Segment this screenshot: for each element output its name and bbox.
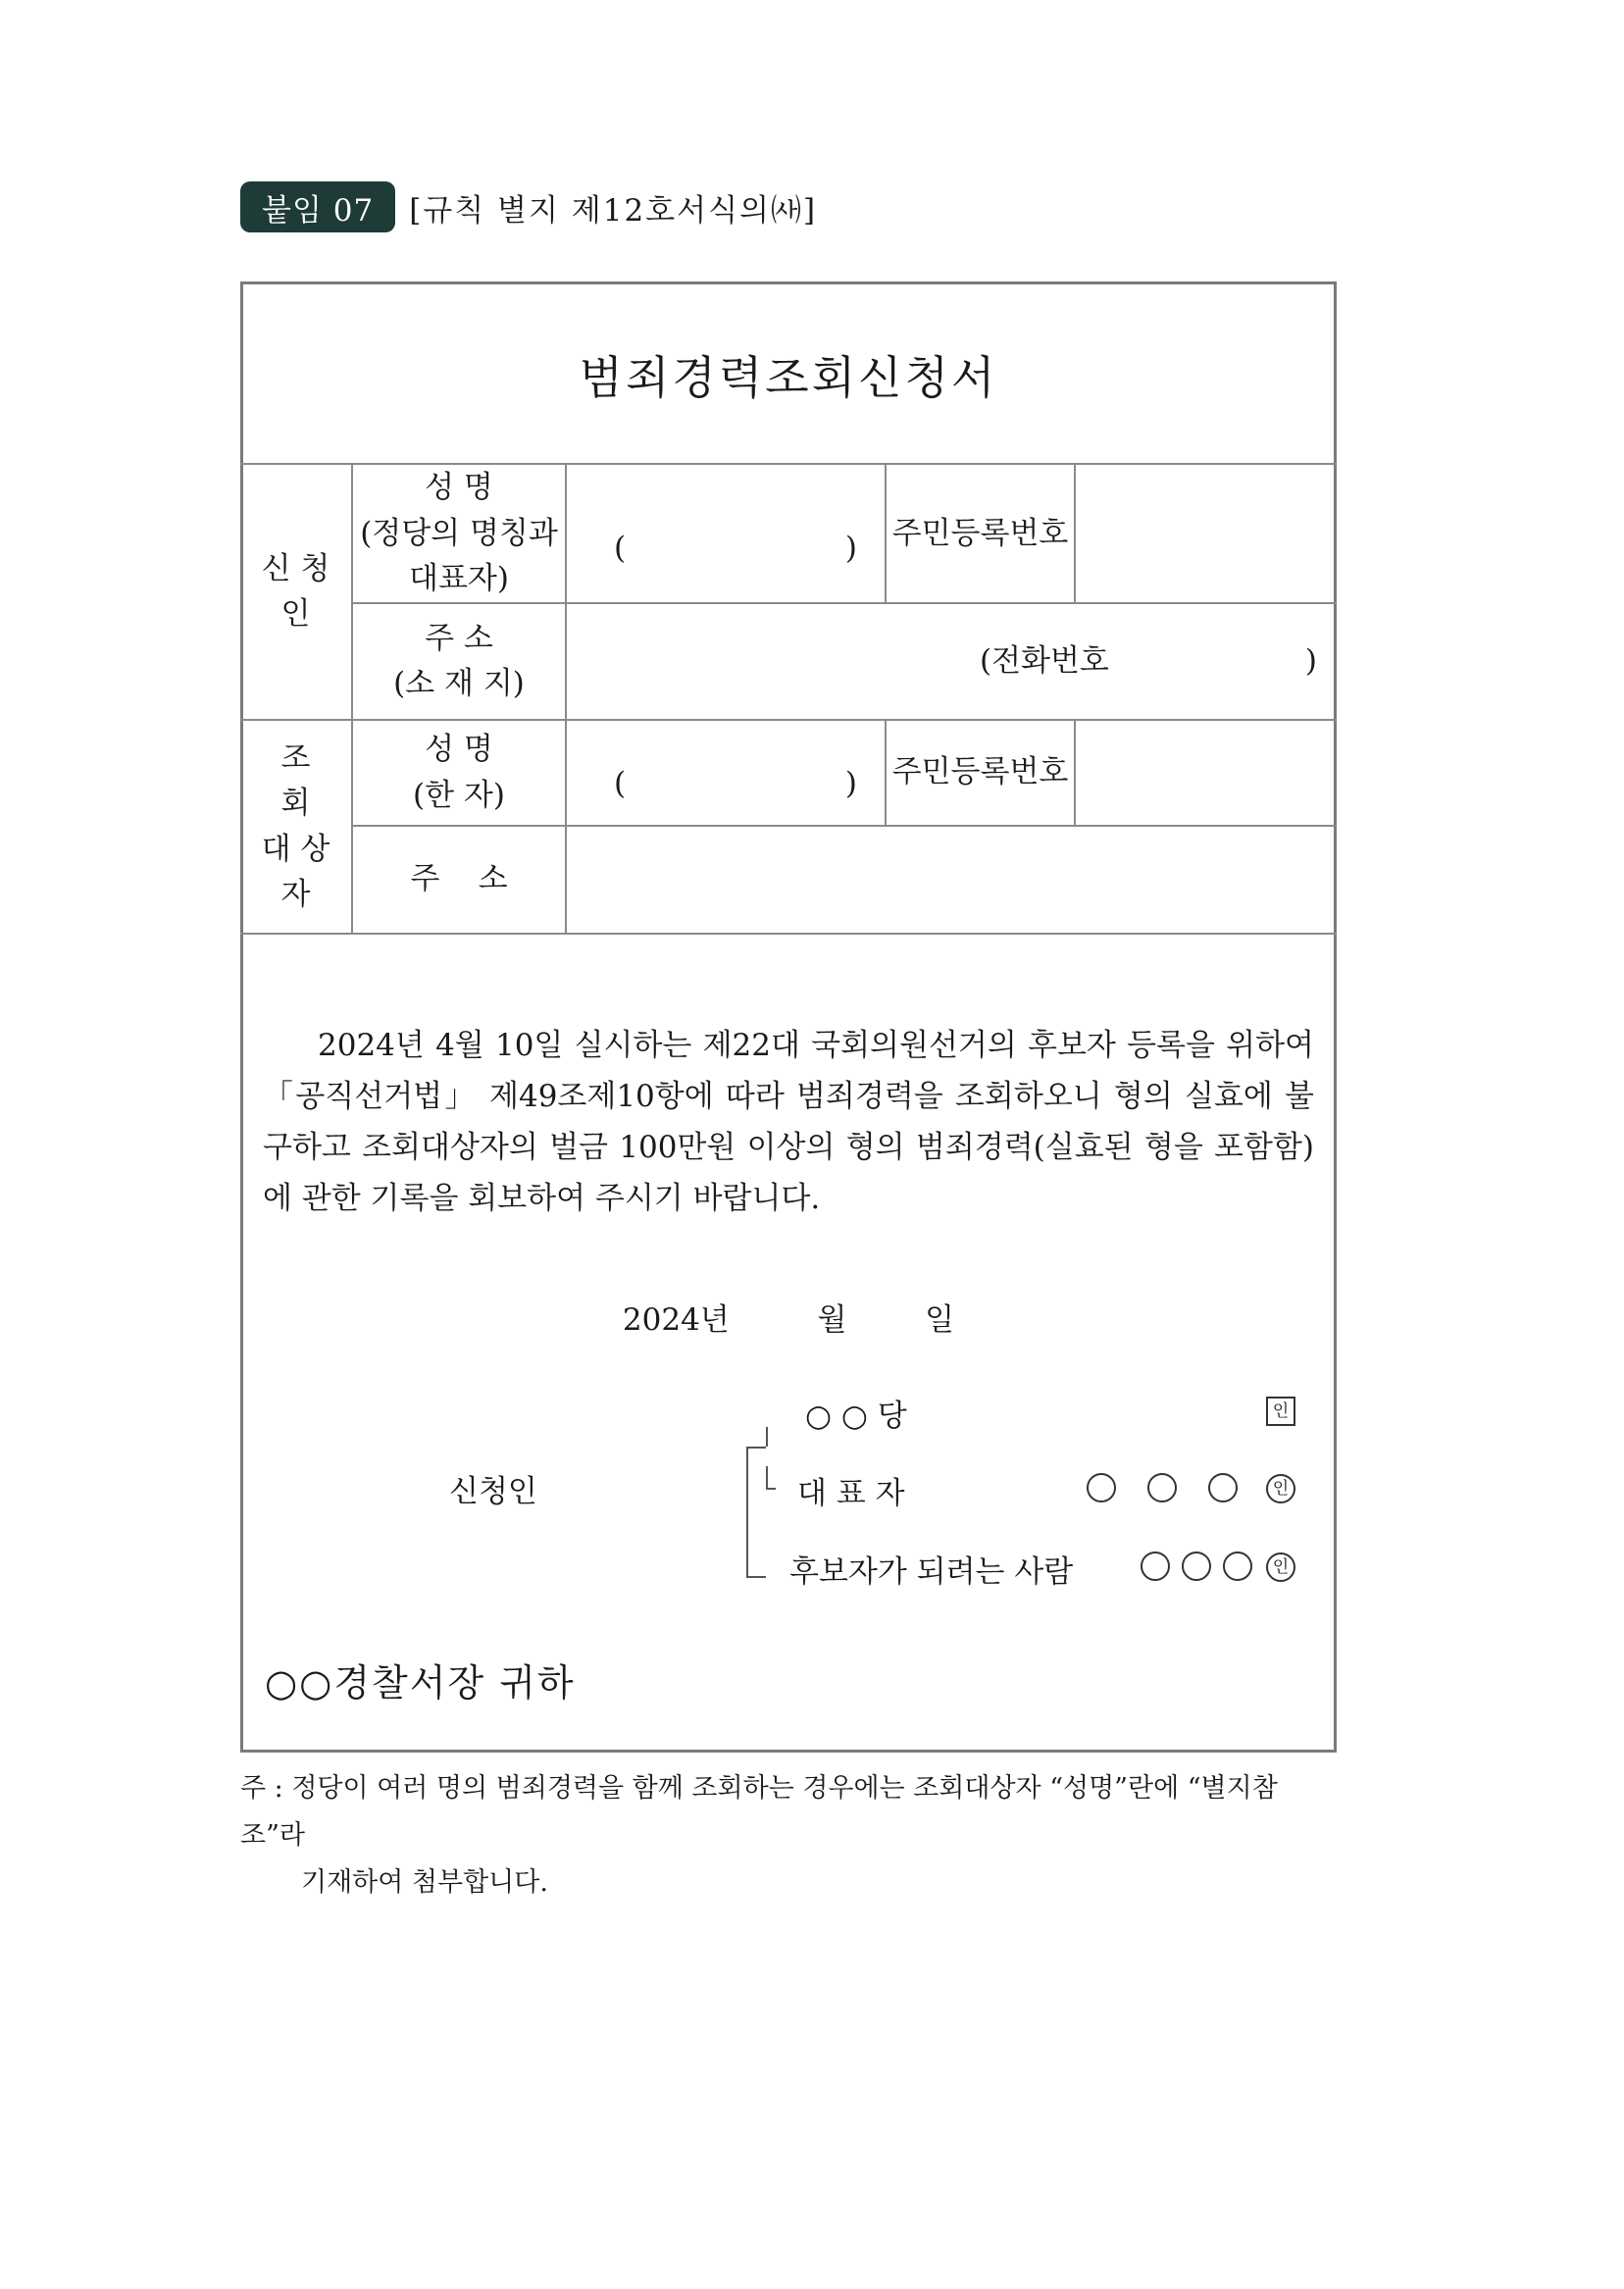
representative-name-placeholder xyxy=(1087,1468,1238,1503)
attachment-badge: 붙임 07 xyxy=(240,181,395,232)
form-table xyxy=(240,463,1337,935)
applicant-name-label: 성 명 (정당의 명칭과 대표자) xyxy=(352,464,566,603)
subject-rrn-field[interactable] xyxy=(1075,720,1337,826)
footnote-line-1: 주 : 정당이 여러 명의 범죄경력을 함께 조회하는 경우에는 조회대상자 “성명”란에 “별지참조”라 xyxy=(240,1773,1278,1851)
applicant-name-field[interactable]: ( ) xyxy=(566,464,886,603)
applicant-rrn-label: 주민등록번호 xyxy=(886,464,1075,603)
footnote-line-2: 기재하여 첨부합니다. xyxy=(301,1867,548,1898)
form-title: 범죄경력조회신청서 xyxy=(579,350,998,404)
party-name: ○ ○ 당 xyxy=(805,1399,907,1434)
header xyxy=(240,181,817,232)
request-text: 2024년 4월 10일 실시하는 제22대 국회의원선거의 후보자 등록을 위하여 「공직선거법」 제49조제10항에 따라 범죄경력을 조회하오니 형의 실효에 불구하고 조회대상자의 벌금 100만원 이상의 형의 범죄경력(실효된 형을 포함함)에 관한 기록을 회보하여 주시기 바랍니다. xyxy=(263,1028,1314,1216)
representative-label: 대 표 자 xyxy=(797,1476,905,1511)
party-seal-icon: 인 xyxy=(1266,1397,1295,1426)
subject-rrn-label: 주민등록번호 xyxy=(886,720,1075,826)
form-frame xyxy=(240,281,1337,1753)
phone-label: (전화번호 xyxy=(980,642,1109,679)
candidate-seal-icon: 인 xyxy=(1266,1552,1295,1582)
footnote xyxy=(240,1765,1339,1907)
bracket-line xyxy=(746,1447,748,1576)
subject-address-field[interactable] xyxy=(566,826,1337,934)
applicant-rrn-field[interactable] xyxy=(1075,464,1337,603)
subject-name-field[interactable]: ( ) xyxy=(566,720,886,826)
date-month: 월 xyxy=(817,1302,847,1338)
subject-group-label: 조 회 대 상 자 xyxy=(240,720,352,934)
applicant-address-field[interactable]: (전화번호 ) xyxy=(566,603,1337,720)
date-day: 일 xyxy=(925,1302,955,1338)
application-date xyxy=(243,1295,1334,1339)
representative-seal-icon: 인 xyxy=(1266,1474,1295,1503)
subject-name-label: 성 명 (한 자) xyxy=(352,720,566,826)
subject-address-label: 주 소 xyxy=(352,826,566,934)
candidate-label: 후보자가 되려는 사람 xyxy=(789,1554,1074,1590)
form-reference: [규칙 별지 제12호서식의㈔] xyxy=(409,192,818,229)
date-year: 2024년 xyxy=(622,1302,730,1338)
recipient: ○○경찰서장 귀하 xyxy=(265,1661,576,1704)
candidate-name-placeholder xyxy=(1141,1547,1252,1582)
applicant-address-label: 주 소 (소 재 지) xyxy=(352,603,566,720)
applicant-signature-label: 신청인 xyxy=(449,1474,537,1509)
applicant-group-label: 신 청 인 xyxy=(240,464,352,720)
